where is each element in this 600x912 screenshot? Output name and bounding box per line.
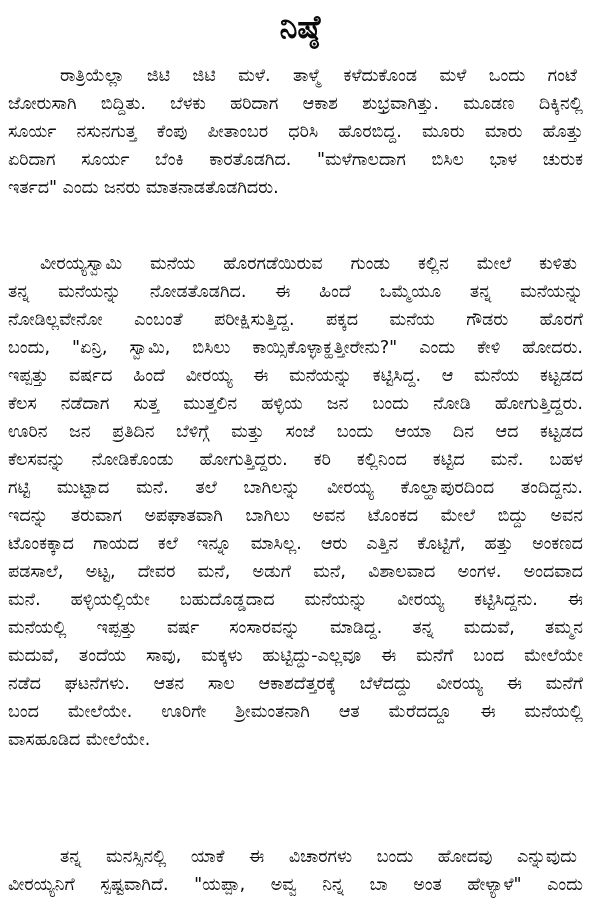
paragraph-line: ಟೊಂಕಕ್ಕಾದ ಗಾಯದ ಕಲೆ ಇನ್ನೂ ಮಾಸಿಲ್ಲ. ಆರು ಎತ್ತಿನ ಕೊಟ್ಟಿಗೆ, ಹತ್ತು ಅಂಕಣದ <box>8 534 583 554</box>
paragraph-line: ನಡೆದ ಘಟನೆಗಳು. ಆತನ ಸಾಲ ಆಕಾಶದೆತ್ತರಕ್ಕೆ ಬೆಳೆದದ್ದು ವೀರಯ್ಯ ಈ ಮನೆಗೆ <box>8 674 583 694</box>
paragraph-3 <box>0 843 600 899</box>
paragraph-line: ನೋಡಿಲ್ಲವೇನೋ ಎಂಬಂತೆ ಪರೀಕ್ಷಿಸುತ್ತಿದ್ದ. ಪಕ್ಕದ ಮನೆಯ ಗೌಡರು ಹೊರಗೆ <box>8 310 583 330</box>
paragraph-line: ಮನೆಯಲ್ಲಿ ಇಪ್ಪತ್ತು ವರ್ಷ ಸಂಸಾರವನ್ನು ಮಾಡಿದ್ದ. ತನ್ನ ಮದುವೆ, ತಮ್ಮನ <box>8 618 583 638</box>
paragraph-line: ಗಟ್ಟಿ ಮುಟ್ಟಾದ ಮನೆ. ತಲೆ ಬಾಗಿಲನ್ನು ವೀರಯ್ಯ ಕೊಲ್ಹಾಪುರದಿಂದ ತಂದಿದ್ದನು. <box>8 478 583 498</box>
paragraph-line: ಬಂದು, "ಏನ್ರಿ, ಸ್ವಾಮಿ, ಬಿಸಿಲು ಕಾಯ್ಸಿಕೊಳ್ಳಾಕ್ಹತ್ತೀರೇನು?" ಎಂದು ಕೇಳಿ ಹೋದರು. <box>8 338 583 358</box>
paragraph-line: ರಾತ್ರಿಯೆಲ್ಲಾ ಜಿಟಿ ಜಿಟಿ ಮಳೆ. ತಾಳ್ಮೆ ಕಳೆದುಕೊಂಡ ಮಳೆ ಒಂದು ಗಂಟೆ <box>60 66 577 86</box>
paragraph-line: ತನ್ನ ಮನೆಯನ್ನು ನೋಡತೊಡಗಿದ. ಈ ಹಿಂದೆ ಒಮ್ಮೆಯೂ ತನ್ನ ಮನೆಯನ್ನು <box>8 282 583 302</box>
paragraph-line: ಮನೆ. ಹಳ್ಳಿಯಲ್ಲಿಯೇ ಬಹುದೊಡ್ಡದಾದ ಮನೆಯನ್ನು ವೀರಯ್ಯ ಕಟ್ಟಿಸಿದ್ದನು. ಈ <box>8 590 583 610</box>
paragraph-line: ಊರಿನ ಜನ ಪ್ರತಿದಿನ ಬೆಳಿಗ್ಗೆ ಮತ್ತು ಸಂಜೆ ಬಂದು ಆಯಾ ದಿನ ಆದ ಕಟ್ಟಡದ <box>8 422 583 442</box>
paragraph-line: ಇದನ್ನು ತರುವಾಗ ಅಪಘಾತವಾಗಿ ಬಾಗಿಲು ಅವನ ಟೊಂಕದ ಮೇಲೆ ಬಿದ್ದು ಅವನ <box>8 506 583 526</box>
paragraph-line: ವೀರಯ್ಯನಿಗೆ ಸ್ಪಷ್ಟವಾಗಿದೆ. "ಯಪ್ಪಾ, ಅವ್ವ ನಿನ್ನ ಬಾ ಅಂತ ಹೇಳ್ಯಾಳೆ" ಎಂದು <box>8 875 583 895</box>
paragraph-line: ಪಡಸಾಲೆ, ಅಟ್ಟ, ದೇವರ ಮನೆ, ಅಡುಗೆ ಮನೆ, ವಿಶಾಲವಾದ ಅಂಗಳ. ಅಂದವಾದ <box>8 562 583 582</box>
paragraph-line: ಇರ್ತದ" ಎಂದು ಜನರು ಮಾತನಾಡತೊಡಗಿದರು. <box>8 178 279 198</box>
paragraph-line: ಕೆಲಸವನ್ನು ನೋಡಿಕೊಂಡು ಹೋಗುತ್ತಿದ್ದರು. ಕರಿ ಕಲ್ಲಿನಿಂದ ಕಟ್ಟಿದ ಮನೆ. ಬಹಳ <box>8 450 583 470</box>
paragraph-line: ತನ್ನ ಮನಸ್ಸಿನಲ್ಲಿ ಯಾಕೆ ಈ ವಿಚಾರಗಳು ಬಂದು ಹೋದವು ಎನ್ನುವುದು <box>60 847 577 867</box>
paragraph-line: ಮದುವೆ, ತಂದೆಯ ಸಾವು, ಮಕ್ಕಳು ಹುಟ್ಟಿದ್ದು-ಎಲ್ಲವೂ ಈ ಮನೆಗೆ ಬಂದ ಮೇಲೆಯೇ <box>8 646 583 666</box>
paragraph-line: ವಾಸಹೂಡಿದ ಮೇಲೆಯೇ. <box>8 730 151 750</box>
paragraph-line: ಬಂದ ಮೇಲೆಯೇ. ಊರಿಗೇ ಶ್ರೀಮಂತನಾಗಿ ಆತ ಮೆರೆದದ್ದೂ ಈ ಮನೆಯಲ್ಲಿ <box>8 702 583 722</box>
page-title: ನಿಷ್ಠೆ <box>279 8 321 46</box>
paragraph-line: ಇಪ್ಪತ್ತು ವರ್ಷದ ಹಿಂದೆ ವೀರಯ್ಯ ಈ ಮನೆಯನ್ನು ಕಟ್ಟಿಸಿದ್ದ. ಆ ಮನೆಯ ಕಟ್ಟಡದ <box>8 366 583 386</box>
paragraph-1 <box>0 62 600 202</box>
paragraph-line: ಕೆಲಸ ನಡೆದಾಗ ಸುತ್ತ ಮುತ್ತಲಿನ ಹಳ್ಳಿಯ ಜನ ಬಂದು ನೋಡಿ ಹೋಗುತ್ತಿದ್ದರು. <box>8 394 583 414</box>
paragraph-line: ಸೂರ್ಯ ನಸುನಗುತ್ತ ಕೆಂಪು ಪೀತಾಂಬರ ಧರಿಸಿ ಹೊರಬಿದ್ದ. ಮೂರು ಮಾರು ಹೊತ್ತು <box>8 122 583 142</box>
paragraph-line: ಜೋರುಸಾಗಿ ಬಿದ್ದಿತು. ಬೆಳಕು ಹರಿದಾಗ ಆಕಾಶ ಶುಭ್ರವಾಗಿತ್ತು. ಮೂಡಣ ದಿಕ್ಕಿನಲ್ಲಿ <box>8 94 583 114</box>
paragraph-2 <box>0 250 600 754</box>
paragraph-line: ಏರಿದಾಗ ಸೂರ್ಯ ಬೆಂಕಿ ಕಾರತೊಡಗಿದ. "ಮಳೆಗಾಲದಾಗ ಬಿಸಿಲ ಭಾಳ ಚುರುಕ <box>8 150 583 170</box>
paragraph-line: ವೀರಯ್ಯಸ್ವಾಮಿ ಮನೆಯ ಹೊರಗಡೆಯಿರುವ ಗುಂಡು ಕಲ್ಲಿನ ಮೇಲೆ ಕುಳಿತು <box>40 254 577 274</box>
